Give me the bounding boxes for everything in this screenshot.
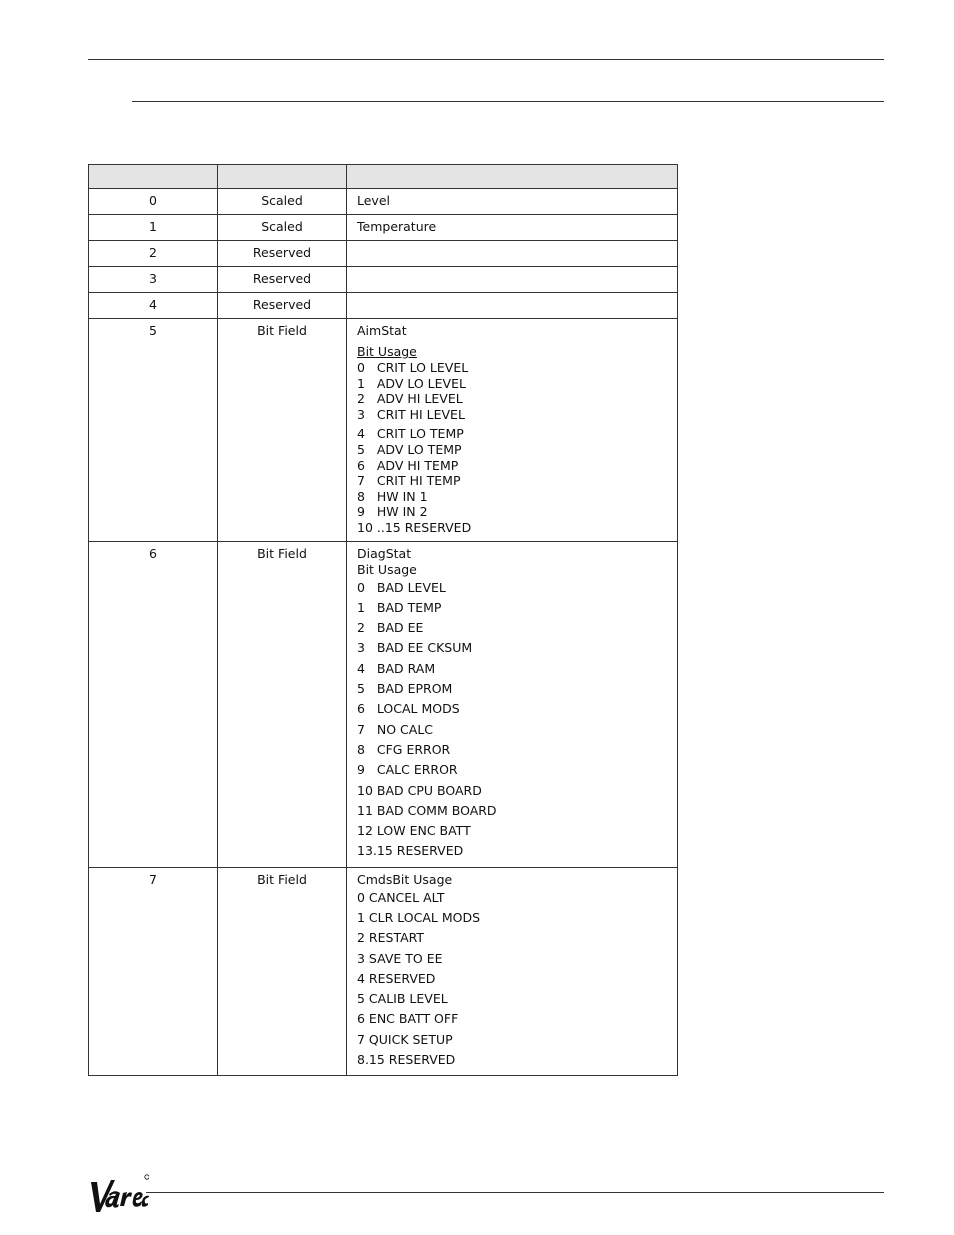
register-type: Bit Field (218, 319, 347, 542)
bit-item: 1 CLR LOCAL MODS (357, 909, 481, 925)
register-description (347, 541, 678, 867)
bit-list (357, 360, 667, 536)
bit-item: 11 BAD COMM BOARD (357, 802, 497, 818)
register-description: Temperature (347, 215, 678, 241)
bit-item: 2 RESTART (357, 930, 425, 946)
register-index: 3 (89, 267, 218, 293)
register-type: Bit Field (218, 867, 347, 1076)
register-description (347, 319, 678, 542)
register-description (347, 867, 678, 1076)
register-type: Reserved (218, 267, 347, 293)
register-name: DiagStat (357, 545, 412, 561)
varec-logo (89, 1170, 149, 1216)
table-row-diagstat (89, 541, 678, 867)
table-header-row (89, 165, 678, 189)
bit-item: 9 CALC ERROR (357, 762, 458, 778)
bit-item: 3 SAVE TO EE (357, 950, 443, 966)
bit-usage-heading: Bit Usage (357, 561, 417, 577)
bit-item: 4 BAD RAM (357, 660, 436, 676)
bit-list (357, 888, 667, 1071)
table-row (89, 215, 678, 241)
register-table (88, 164, 678, 1076)
bit-item: 6 LOCAL MODS (357, 701, 460, 717)
bit-item: 1 ADV LO LEVEL (357, 375, 466, 391)
bit-item: 3 BAD EE CKSUM (357, 640, 473, 656)
header-description (347, 165, 678, 189)
bit-item: 5 CALIB LEVEL (357, 991, 448, 1007)
register-index: 5 (89, 319, 218, 542)
bit-item: 5 BAD EPROM (357, 681, 453, 697)
register-name: CmdsBit Usage (357, 871, 453, 887)
register-description: Level (347, 189, 678, 215)
bit-item: 0 CRIT LO LEVEL (357, 360, 469, 375)
footer-rule (146, 1192, 884, 1193)
table-row (89, 189, 678, 215)
register-description (347, 293, 678, 319)
bit-item: 4 CRIT LO TEMP (357, 426, 464, 442)
register-name: AimStat (357, 323, 407, 338)
register-type: Reserved (218, 293, 347, 319)
bit-item: 5 ADV LO TEMP (357, 441, 462, 457)
bit-item: 13.15 RESERVED (357, 843, 464, 859)
register-description (347, 267, 678, 293)
bit-item: 9 HW IN 2 (357, 504, 428, 520)
register-type: Reserved (218, 241, 347, 267)
bit-item: 3 CRIT HI LEVEL (357, 406, 465, 422)
table-row (89, 293, 678, 319)
bit-item: 2 BAD EE (357, 620, 424, 636)
register-type: Scaled (218, 215, 347, 241)
bit-item: 12 LOW ENC BATT (357, 823, 471, 839)
bit-item: 6 ENC BATT OFF (357, 1011, 459, 1027)
bit-item: 6 ADV HI TEMP (357, 457, 459, 473)
header-type (218, 165, 347, 189)
table-row-cmds (89, 867, 678, 1076)
bit-list (357, 578, 667, 862)
register-type: Bit Field (218, 541, 347, 867)
register-description (347, 241, 678, 267)
header-rule (88, 59, 884, 60)
bit-item: 7 CRIT HI TEMP (357, 473, 461, 489)
register-type: Scaled (218, 189, 347, 215)
register-index: 6 (89, 541, 218, 867)
bit-item: 4 RESERVED (357, 970, 436, 986)
bit-item: 7 NO CALC (357, 721, 434, 737)
table-row (89, 241, 678, 267)
bit-item: 8.15 RESERVED (357, 1052, 456, 1068)
bit-item: 8 CFG ERROR (357, 741, 451, 757)
bit-item: 7 QUICK SETUP (357, 1031, 453, 1047)
bit-item: 10 ..15 RESERVED (357, 519, 472, 535)
register-index: 0 (89, 189, 218, 215)
register-index: 4 (89, 293, 218, 319)
table-row (89, 267, 678, 293)
header-register (89, 165, 218, 189)
bit-item: 0 BAD LEVEL (357, 579, 446, 595)
bit-item: 1 BAD TEMP (357, 599, 442, 615)
register-index: 2 (89, 241, 218, 267)
bit-item: 0 CANCEL ALT (357, 889, 445, 905)
register-index: 1 (89, 215, 218, 241)
bit-item: 8 HW IN 1 (357, 488, 428, 504)
bit-item: 2 ADV HI LEVEL (357, 391, 463, 407)
subheader-rule (132, 101, 884, 102)
bit-usage-heading: Bit Usage (357, 344, 417, 359)
table-row-aimstat (89, 319, 678, 542)
bit-item: 10 BAD CPU BOARD (357, 782, 482, 798)
register-index: 7 (89, 867, 218, 1076)
